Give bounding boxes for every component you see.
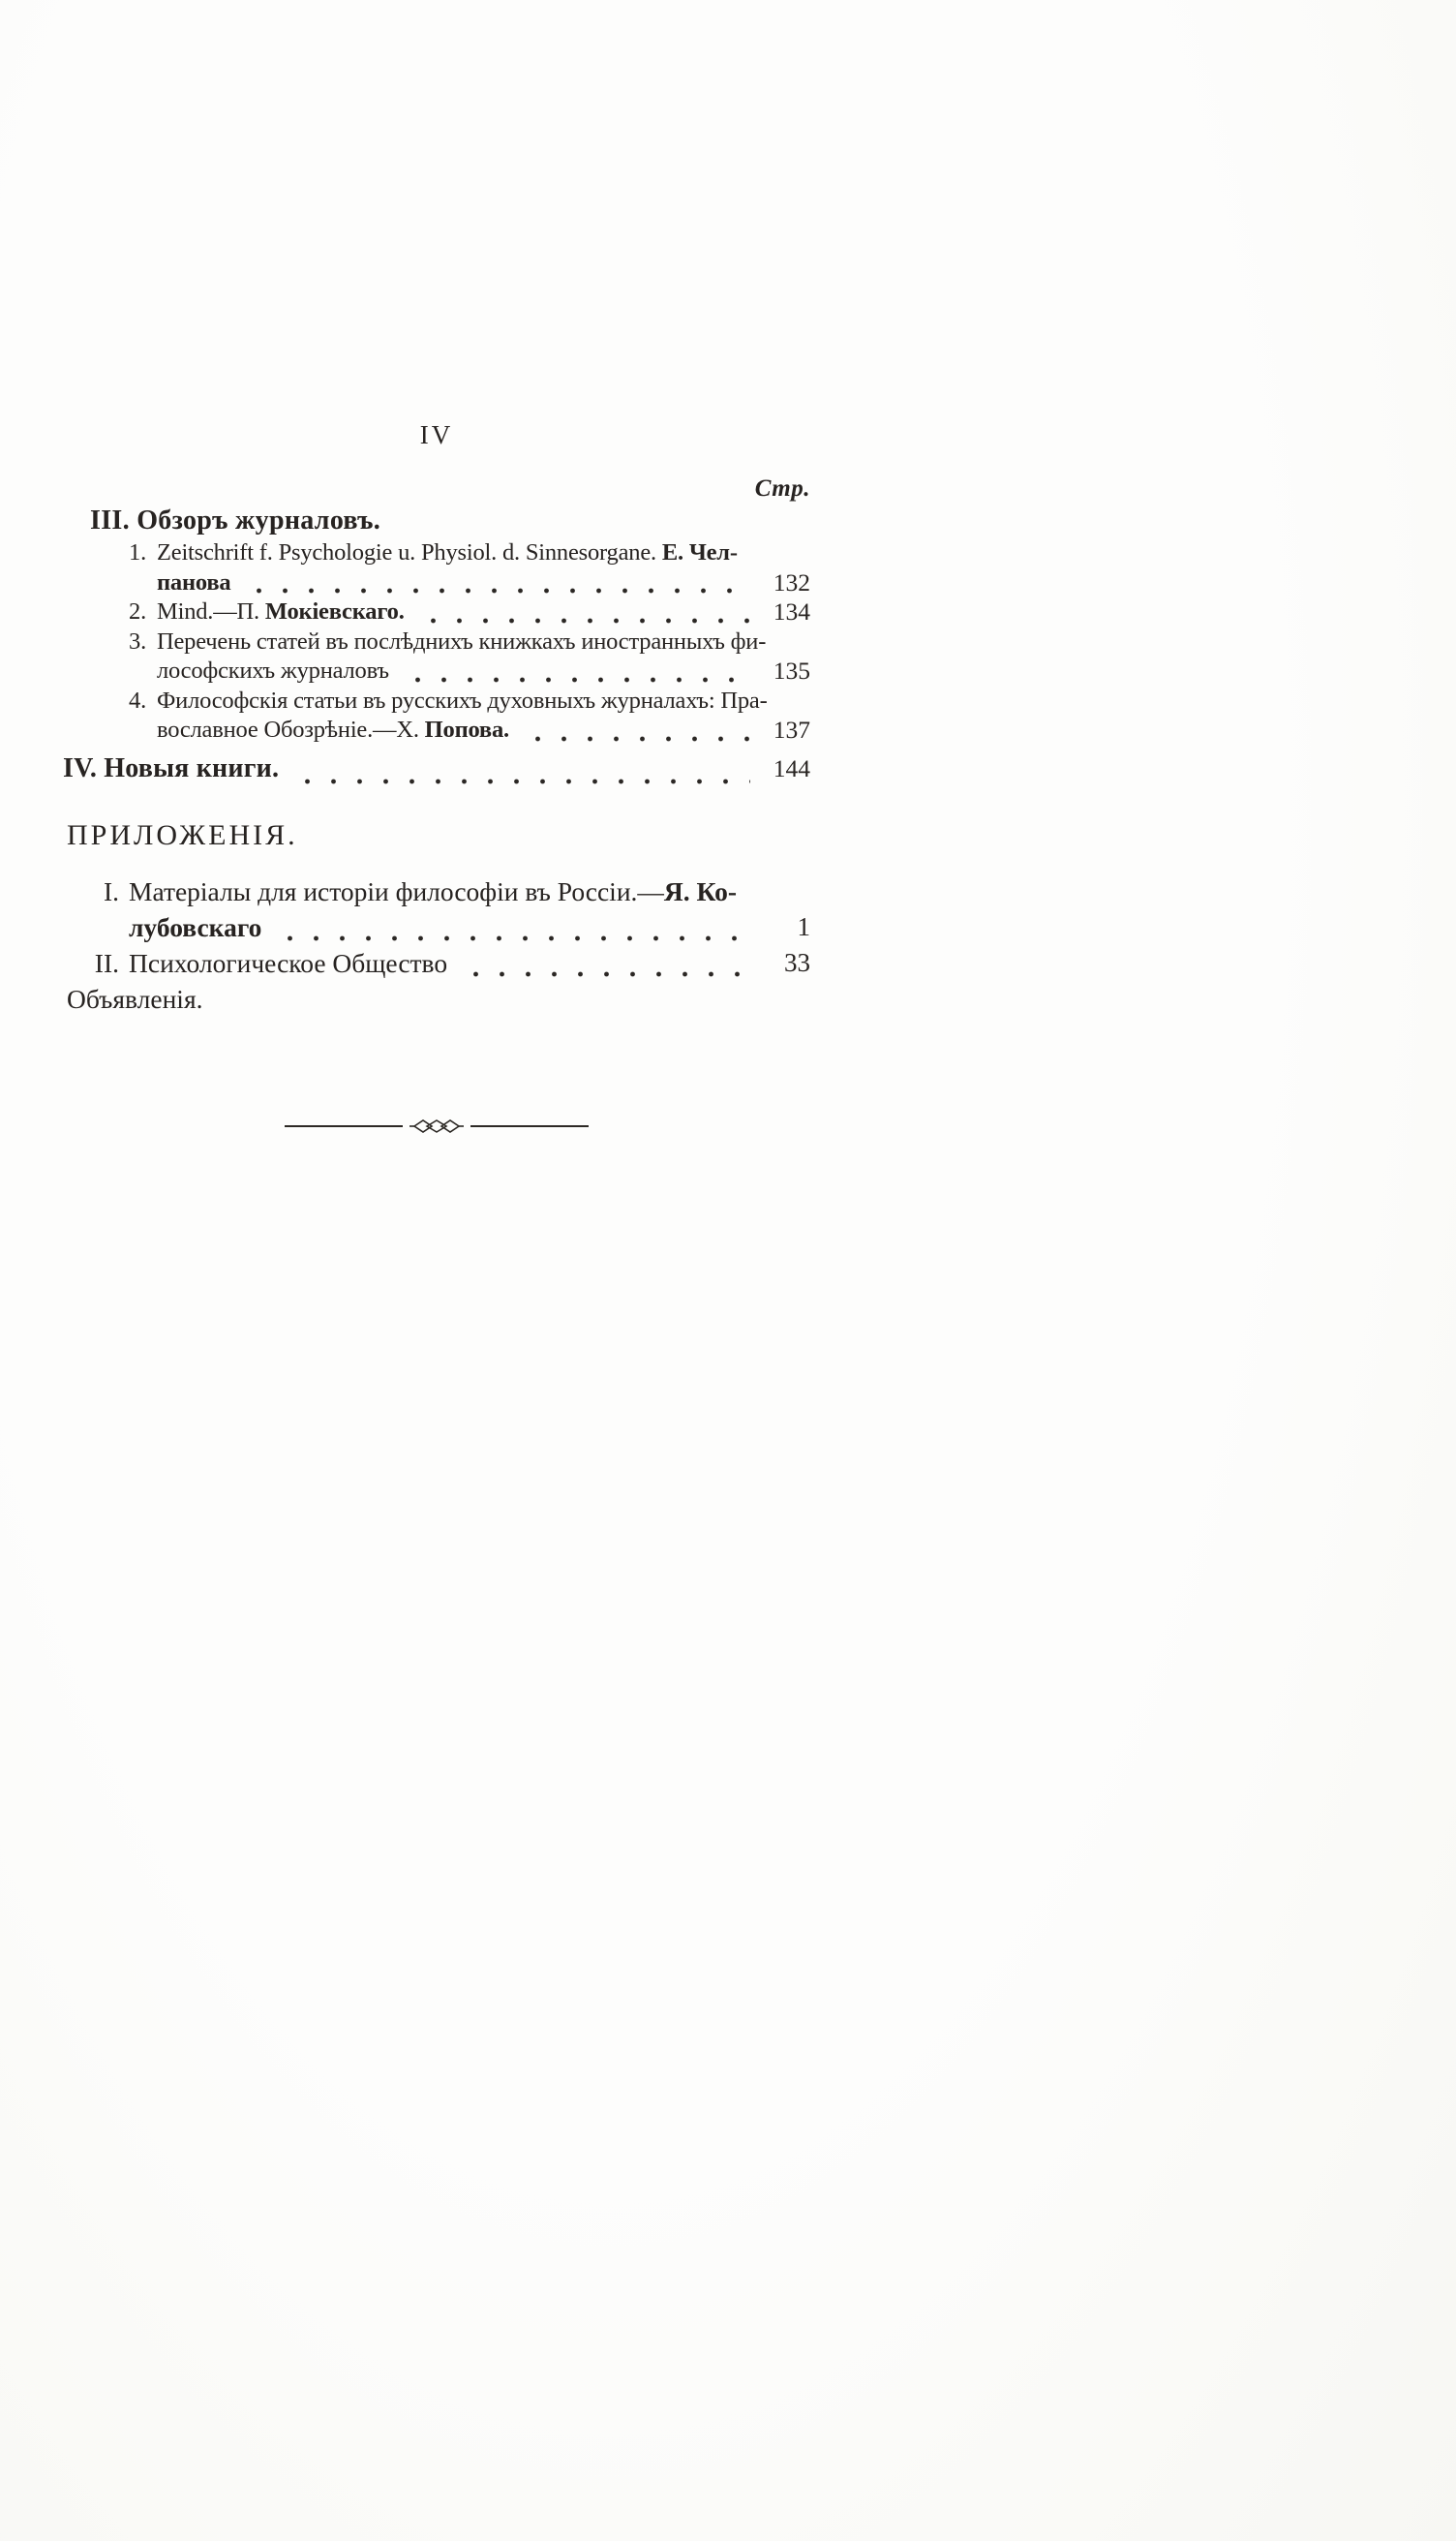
dot-leader (242, 568, 750, 598)
entry-number: 2. (129, 598, 146, 625)
entry-author: лубовскаго (129, 911, 262, 942)
entry-page-number: 1 (797, 911, 810, 941)
entry-author: Мокіевскаго. (264, 598, 405, 625)
toc-entry (121, 628, 810, 687)
entry-text-line2: вославное Обозрѣніе.—Х. Попова. (157, 717, 509, 743)
entry-number: II. (94, 947, 119, 978)
dot-leader (416, 597, 750, 628)
entry-text-line1: Mind.—П. Мокіевскаго. (157, 598, 405, 625)
appendix-heading: ПРИЛОЖЕНІЯ. (67, 818, 298, 851)
divider-ornament-icon (410, 1117, 464, 1135)
entry-page-number: 137 (773, 716, 810, 744)
appendix-entry (71, 873, 810, 945)
entry-number: 4. (129, 687, 146, 714)
entry-author: Попова. (424, 717, 509, 743)
toc-section-heading: III. Обзоръ журналовъ. (90, 505, 381, 536)
toc-entry (121, 687, 810, 746)
section-divider (63, 1117, 810, 1135)
appendix-entries (63, 873, 810, 1017)
entry-text-line1: Психологическое Общество (129, 947, 448, 978)
entry-text: IV. Новыя книги. (63, 752, 280, 783)
appendix-entry (71, 945, 810, 981)
entry-text-line2: лософскихъ журналовъ (157, 658, 389, 684)
page-column-header: Стр. (754, 475, 810, 502)
dot-leader (459, 945, 750, 981)
toc-entry (121, 538, 810, 597)
entry-page-number: 134 (773, 597, 810, 626)
folio-number: IV (419, 420, 454, 449)
dot-leader (521, 716, 750, 746)
entry-author: Я. Ко- (663, 875, 738, 906)
dot-leader (290, 750, 750, 788)
entry-number: I. (103, 875, 119, 906)
toc-entry-new-books (63, 750, 810, 788)
divider-rule-left (285, 1125, 403, 1127)
entry-text-line1: Перечень статей въ послѣднихъ книжкахъ иностранныхъ фи- (157, 628, 767, 655)
entry-text-line1: Zeitschrift f. Psychologie u. Physiol. d. Sinnesorgane. Е. Чел- (157, 539, 738, 566)
entry-text-line2 (157, 568, 230, 598)
dot-leader (401, 657, 750, 687)
entry-text-line1: Матеріалы для исторіи философіи въ Россіи.—Я. Ко- (129, 875, 738, 906)
dot-leader (273, 909, 750, 945)
entry-number: 1. (129, 539, 146, 566)
toc-entry (121, 597, 810, 628)
announcements-label: Объявленія. (67, 983, 203, 1014)
entry-text-line2 (129, 909, 261, 945)
entry-page-number: 33 (784, 947, 810, 977)
entry-text-line1: Философскія статьи въ русскихъ духовныхъ журналахъ: Пра- (157, 687, 768, 714)
divider-rule-right (470, 1125, 589, 1127)
entry-author: Е. Чел- (661, 539, 738, 566)
entry-number: 3. (129, 628, 146, 655)
entry-page-number: 135 (773, 657, 810, 685)
table-of-contents (63, 0, 810, 1135)
entry-page-number: 132 (773, 567, 810, 597)
entry-page-number: 144 (773, 753, 810, 782)
entry-author: панова (157, 568, 231, 596)
